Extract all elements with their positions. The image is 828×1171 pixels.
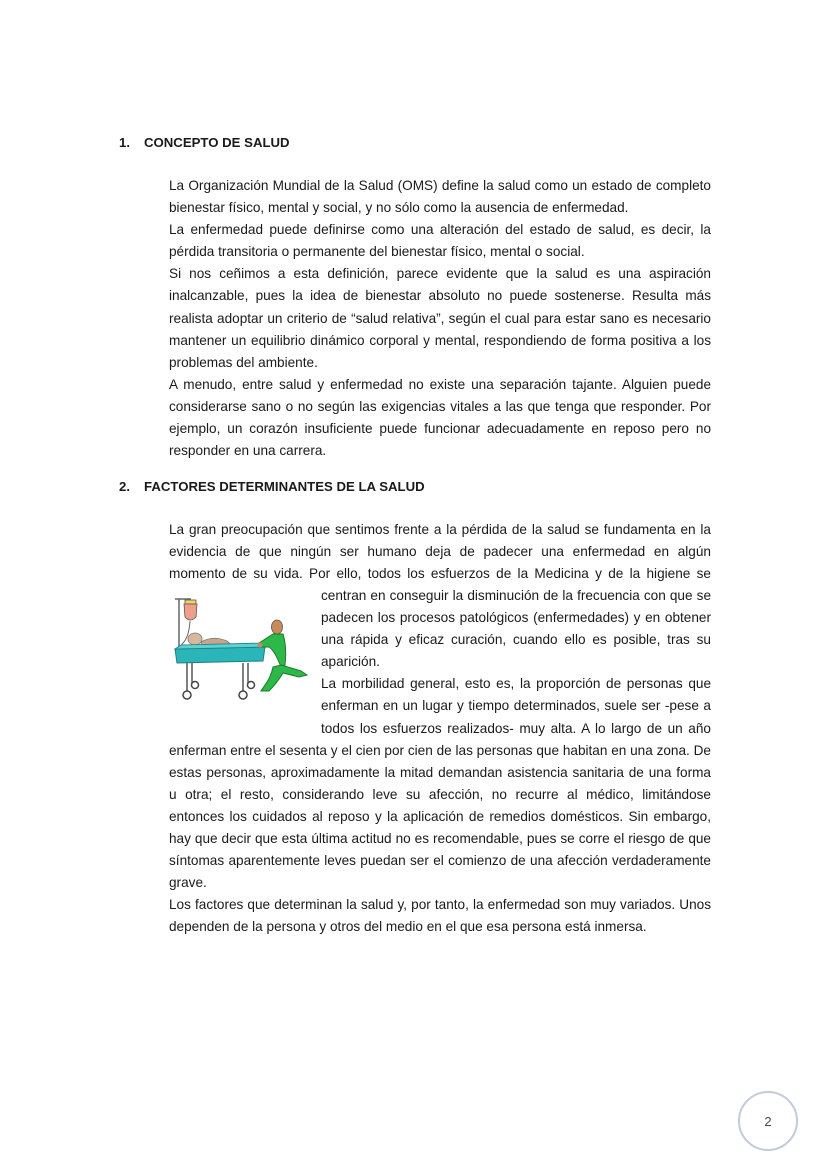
section-2-body (169, 585, 711, 939)
section-1-heading (119, 135, 290, 150)
section-1-title: CONCEPTO DE SALUD (144, 135, 290, 150)
page-number: 2 (764, 1113, 772, 1129)
section-2-heading (119, 479, 425, 494)
page-number-badge (738, 1091, 798, 1151)
paragraph: La gran preocupación que sentimos frente a la pérdida de la salud se fundamenta en la evidencia de que ningún ser humano deja de padecer una enfermedad en algún momento de su vida. Por ello, todos los esfuerzos de la Medicina y de la higiene se (169, 522, 711, 582)
section-2-intro (169, 519, 711, 585)
paragraph: Los factores que determinan la salud y, por tanto, la enfermedad son muy variados. Unos dependen de la persona y otros del medio en el que esa persona está inmersa. (169, 897, 711, 935)
paragraph: Si nos ceñimos a esta definición, parece evidente que la salud es una aspiración inalcanzable, pues la idea de bienestar absoluto no puede sostenerse. Resulta más realista adoptar un criterio de “salud relativa”, según el cual para estar sano es necesario mantener un equilibrio dinámico corporal y mental, respondiendo de forma positiva a los problemas del ambiente. (169, 266, 711, 370)
stretcher-illustration-icon (165, 587, 313, 719)
section-2-number: 2. (119, 479, 130, 494)
paragraph: La morbilidad general, esto es, la proporción de personas que enferman en un lugar y tiempo determinados, suele ser -pese a todos los esfuerzos realizados- muy alta. A lo largo de un año enferman entre el sesenta y el cien por cien de las personas que habitan en una zona. De estas personas, aproximadamente la mitad demandan asistencia sanitaria de una forma u otra; el resto, considerando leve su afección, no recurre al médico, limitándose entonces los cuidados al reposo y la aplicación de remedios domésticos. Sin embargo, hay que decir que esta última actitud no es recomendable, pues se corre el riesgo de que síntomas aparentemente leves puedan ser el comienzo de una afección verdaderamente grave. (169, 676, 711, 891)
paragraph: centran en conseguir la disminución de la frecuencia con que se padecen los procesos patológicos (enfermedades) y en obtener una rápida y eficaz curación, cuando ello es posible, tras su aparición. (321, 588, 711, 670)
paragraph: La Organización Mundial de la Salud (OMS) define la salud como un estado de completo bienestar físico, mental y social, y no sólo como la ausencia de enfermedad. (169, 178, 711, 216)
paragraph: A menudo, entre salud y enfermedad no existe una separación tajante. Alguien puede considerarse sano o no según las exigencias vitales a las que tenga que responder. Por ejemplo, un corazón insuficiente puede funcionar adecuadamente en reposo pero no responder en una carrera. (169, 376, 711, 459)
section-1-body (169, 175, 711, 462)
paragraph: La enfermedad puede definirse como una alteración del estado de salud, es decir, la pérdida transitoria o permanente del bienestar físico, mental o social. (169, 222, 711, 260)
section-2-title: FACTORES DETERMINANTES DE LA SALUD (144, 479, 425, 494)
section-1-number: 1. (119, 135, 130, 150)
